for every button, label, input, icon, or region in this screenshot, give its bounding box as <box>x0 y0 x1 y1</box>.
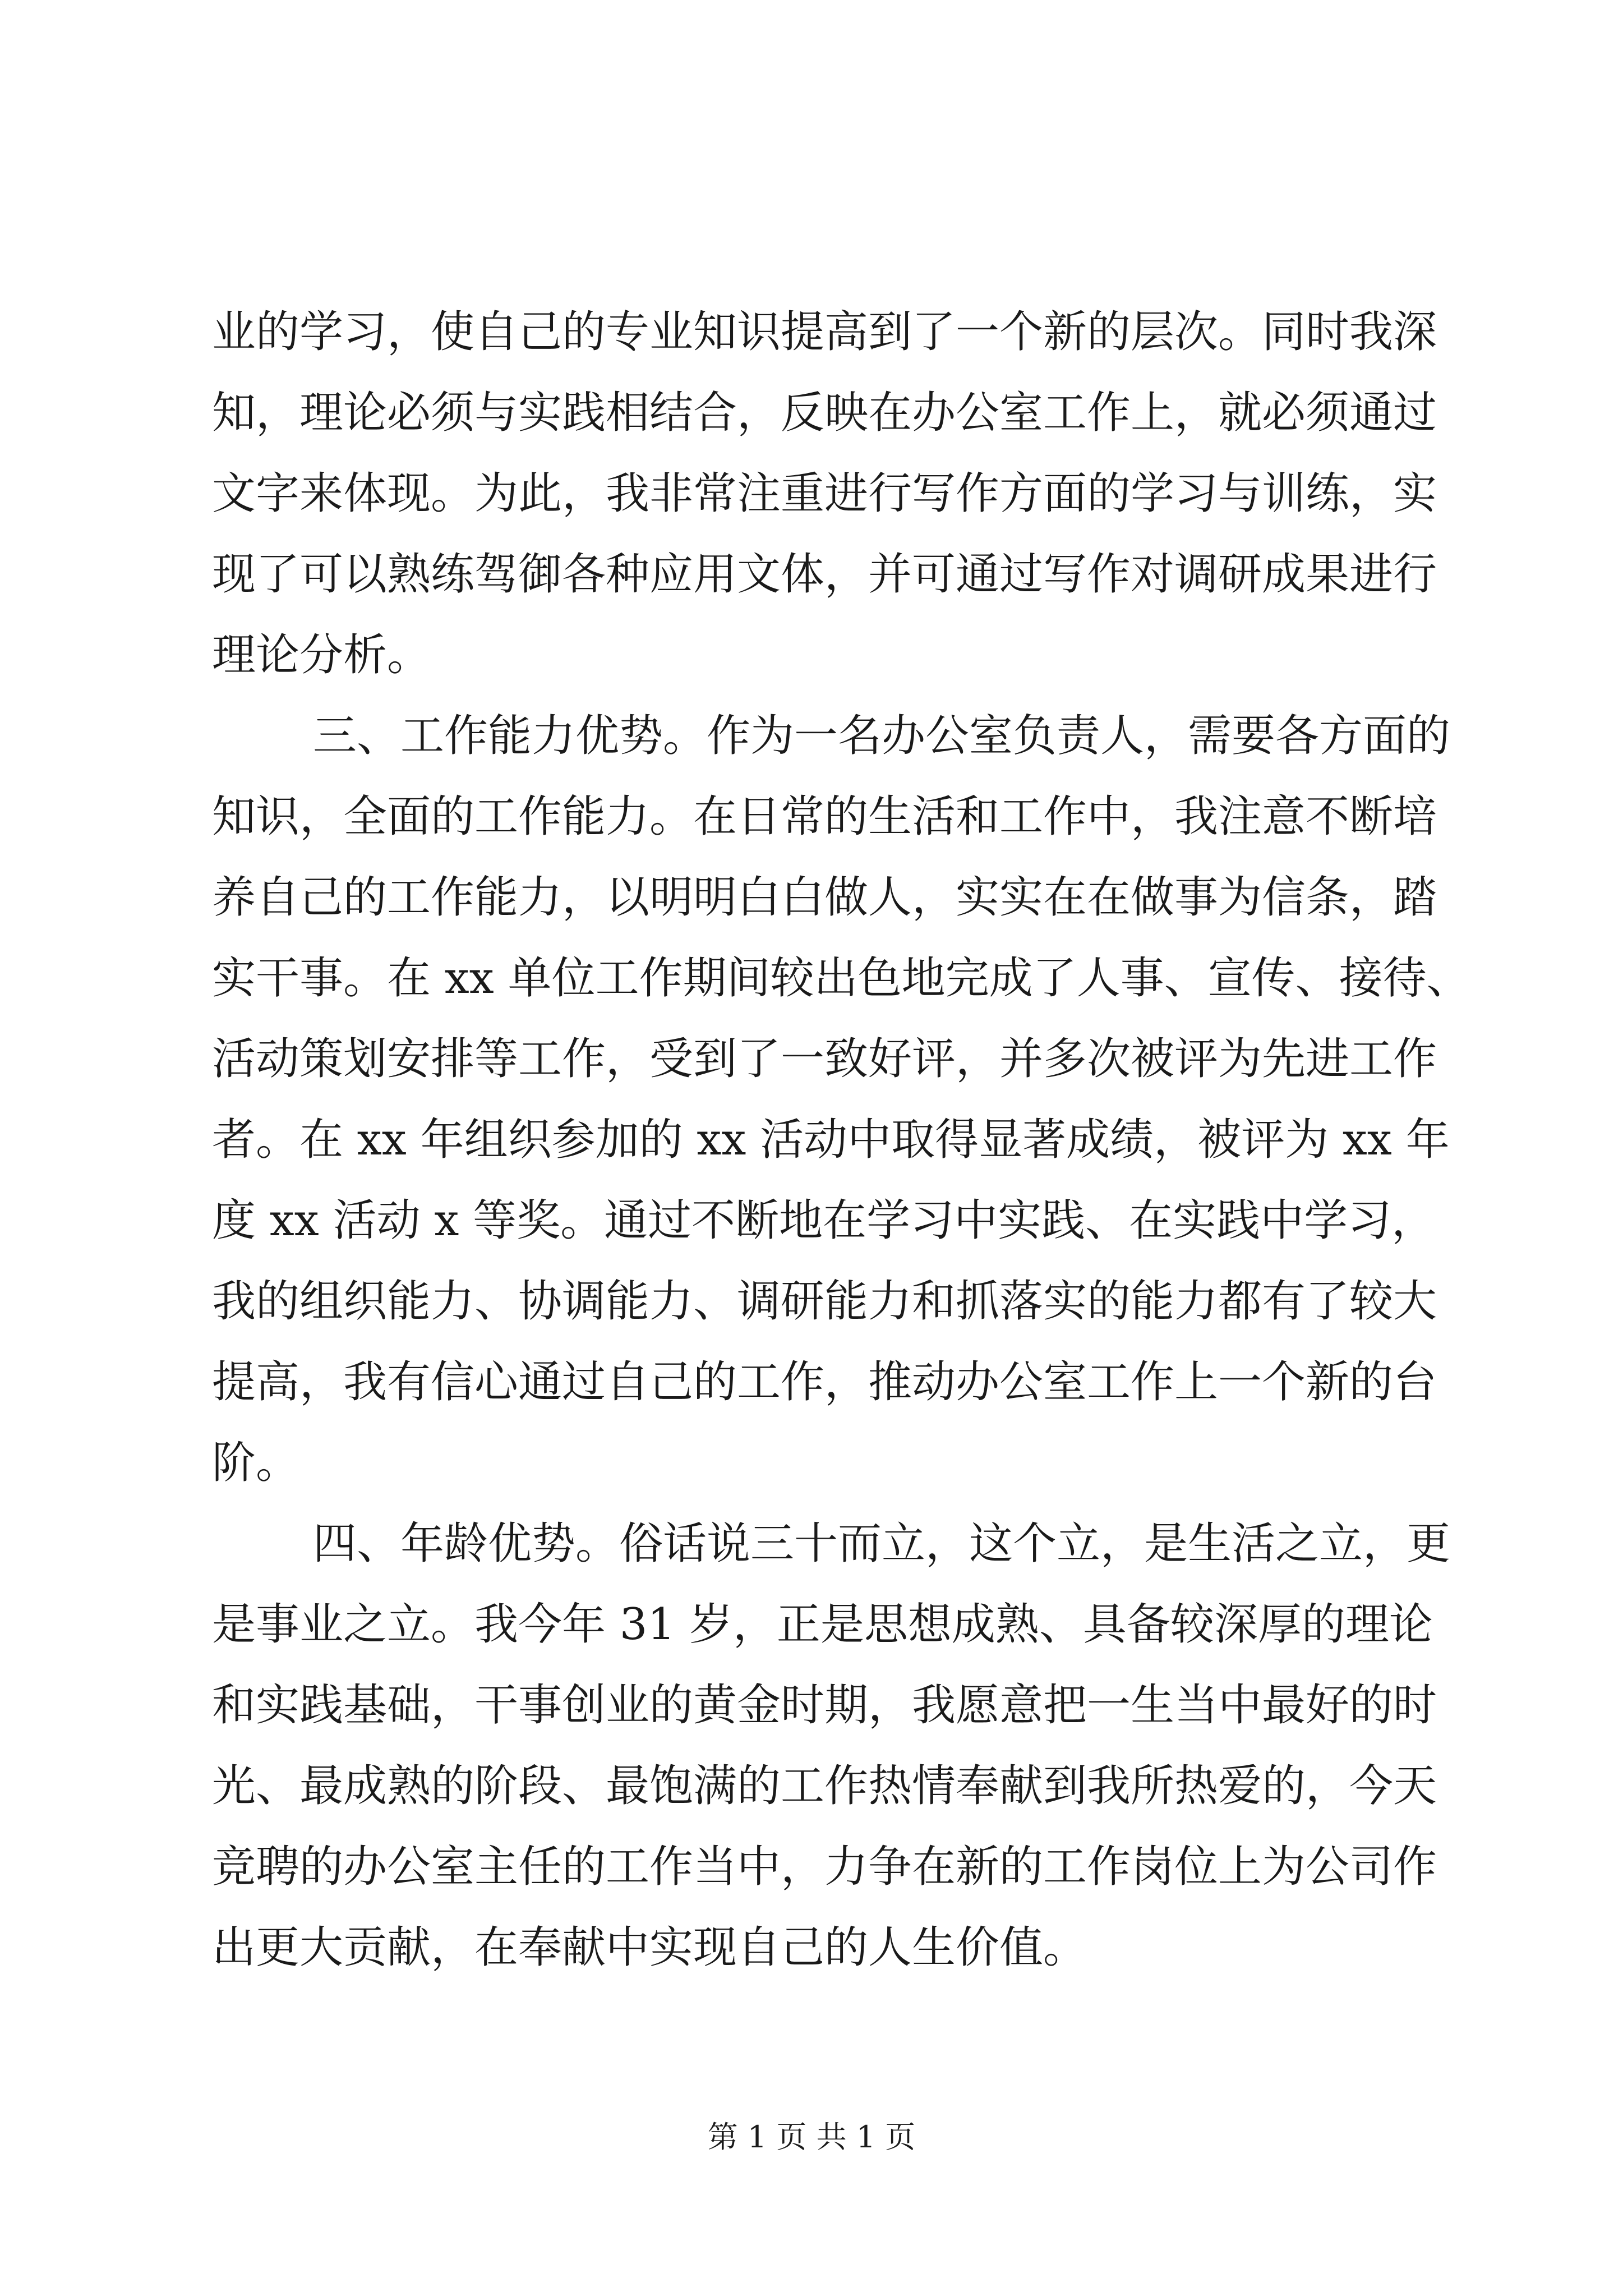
paragraph-line: 四、年龄优势。俗话说三十而立，这个立，是生活之立，更 <box>313 1519 1451 1569</box>
paragraph-line: 知，理论必须与实践相结合，反映在办公室工作上，就必须通过 <box>212 388 1437 438</box>
paragraph-line: 提高，我有信心通过自己的工作，推动办公室工作上一个新的台 <box>212 1357 1437 1407</box>
paragraph-line: 是事业之立。我今年 31 岁，正是思想成熟、具备较深厚的理论 <box>212 1599 1433 1650</box>
paragraph-1 <box>212 292 1437 696</box>
paragraph-line: 度 xx 活动 x 等奖。通过不断地在学习中实践、在实践中学习， <box>212 1195 1436 1246</box>
paragraph-line: 知识，全面的工作能力。在日常的生活和工作中，我注意不断培 <box>212 792 1437 842</box>
paragraph-2 <box>212 696 1470 1503</box>
document-body <box>212 292 1470 1988</box>
paragraph-line: 活动策划安排等工作，受到了一致好评，并多次被评为先进工作 <box>212 1034 1437 1084</box>
paragraph-line: 养自己的工作能力，以明明白白做人，实实在在做事为信条，踏 <box>212 872 1437 923</box>
paragraph-line: 实干事。在 xx 单位工作期间较出色地完成了人事、宣传、接待、 <box>212 953 1470 1004</box>
paragraph-line: 出更大贡献，在奉献中实现自己的人生价值。 <box>212 1922 1087 1973</box>
page-number-footer: 第 1 页 共 1 页 <box>707 2119 916 2155</box>
paragraph-line: 现了可以熟练驾御各种应用文体，并可通过写作对调研成果进行 <box>212 549 1437 600</box>
paragraph-line: 竞聘的办公室主任的工作当中，力争在新的工作岗位上为公司作 <box>212 1842 1437 1892</box>
paragraph-line: 者。在 xx 年组织参加的 xx 活动中取得显著成绩，被评为 xx 年 <box>212 1115 1450 1165</box>
paragraph-line: 我的组织能力、协调能力、调研能力和抓落实的能力都有了较大 <box>212 1276 1437 1327</box>
paragraph-line: 光、最成熟的阶段、最饱满的工作热情奉献到我所热爱的，今天 <box>212 1761 1437 1811</box>
paragraph-line: 阶。 <box>212 1438 300 1488</box>
paragraph-line: 理论分析。 <box>212 630 431 680</box>
paragraph-line: 和实践基础，干事创业的黄金时期，我愿意把一生当中最好的时 <box>212 1680 1437 1731</box>
paragraph-line: 业的学习，使自己的专业知识提高到了一个新的层次。同时我深 <box>212 307 1437 357</box>
paragraph-line: 文字来体现。为此，我非常注重进行写作方面的学习与训练，实 <box>212 468 1437 519</box>
paragraph-3 <box>212 1503 1451 1988</box>
paragraph-line: 三、工作能力优势。作为一名办公室负责人，需要各方面的 <box>313 711 1451 761</box>
